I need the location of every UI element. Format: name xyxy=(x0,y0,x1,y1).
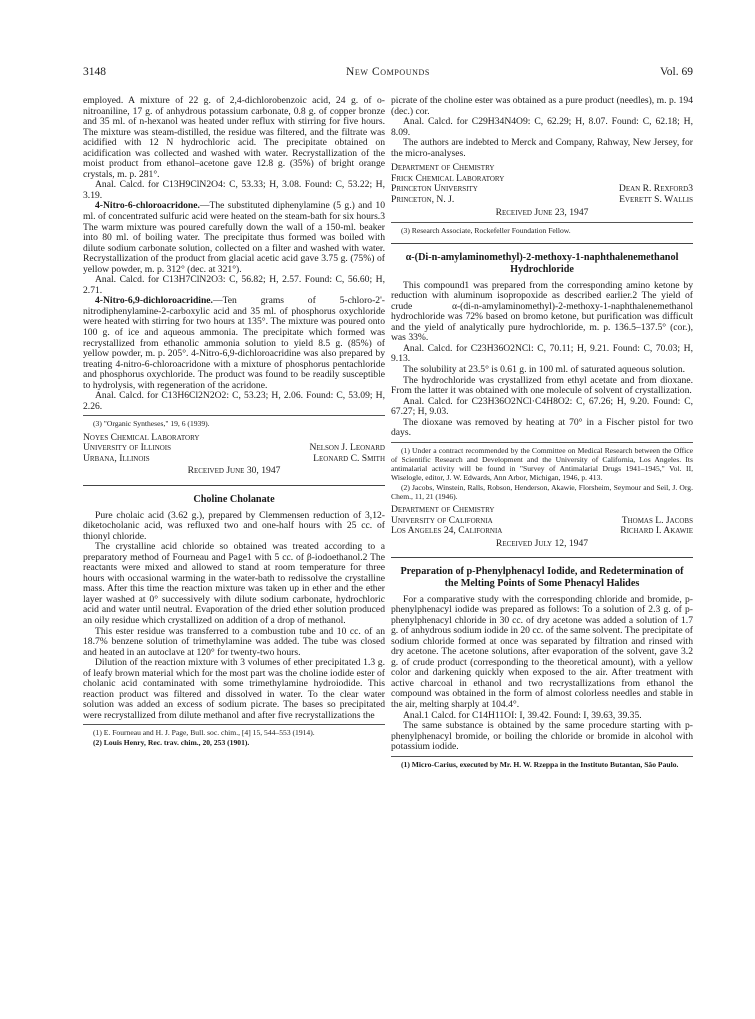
paragraph: The hydrochloride was crystallized from ethyl acetate and from dioxane. From the latter it was obtained with one molecule of solvent of crystallization. xyxy=(391,374,693,397)
paragraph xyxy=(83,296,385,391)
article-title: Preparation of p-Phenylphenacyl Iodide, and Redetermination of the Melting Points of Some Phenacyl Halides xyxy=(400,566,684,589)
footnote-text: (1) E. Fourneau and H. J. Page, Bull. soc. chim., [4] 15, 544–553 (1914). xyxy=(93,728,315,738)
paragraph: The crystalline acid chloride so obtained was treated according to a preparatory method of Fourneau and Page1 with 5 cc. of β-iodoethanol.2 The reactants were mixed and allowed to stand at room temperature for three hours with occasional warming in the water-bath to redissolve the crystalline mass. After this time the reaction mixture was taken up in ether and the ether layer washed at 0° successively with dilute sodium carbonate, hydrochloric acid and water until neutral. Evaporation of the dried ether solution produced an oily residue which crystallized on addition of a drop of methanol. xyxy=(83,541,385,626)
paragraph: This compound1 was prepared from the corresponding amino ketone by reduction with aluminum isopropoxide as described earlier.2 The yield of crude α-(di-n-amylaminomethyl)-2-methoxy-1-naphthalenemethanol hydrochloride was 72% based on bromo ketone, but purification was difficult and the yield of analytically pure hydrochloride, m. p. 136.5–137.5° (cor.), was 33%. xyxy=(391,279,693,344)
right-column xyxy=(391,96,693,769)
paragraph: For a comparative study with the corresponding chloride and bromide, p-phenylphenacyl iodide was prepared as follows: To a solution of 2.3 g. of p-phenylphenacyl chloride in 30 cc. of dry acetone was added a solution of 1.7 g. of anhydrous sodium iodide in 20 cc. of the same solvent. The precipitate of sodium chloride formed at once was separated by filtration and rinsed with dry acetone. The acetone solutions, after evaporation of the solvent, gave 3.2 g. of crude product (corresponding to the theoretical amount), with a yellow color and darkening quickly when exposed to the air. After treatment with active charcoal in ethanol and two recrystallizations from ethanol the compound was obtained in the form of almost colorless needles and stable in the air, melting sharply at 104.4°. xyxy=(391,593,693,710)
article-title: Choline Cholanate xyxy=(193,493,275,505)
footnote-text: (1) Under a contract recommended by the Committee on Medical Research between the Office of Scientific Research and Development and the University of California, Los Angeles. Its antimalarial activity will be found in "Survey of Antimalarial Drugs 1941–1945," Vol. II, Wiselogle, editor, J. W. Edwards, Ann Arbor, Michigan, 1946, p. 413. xyxy=(391,445,693,483)
paragraph: employed. A mixture of 22 g. of 2,4-dichlorobenzoic acid, 24 g. of o-nitroaniline, 17 g. of anhydrous potassium carbonate, 0.8 g. of copper bronze and 35 ml. of n-hexanol was heated under reflux with stirring for five hours. The mixture was steam-distilled, the residue was filtered, and the filtrate was acidified with 12 N hydrochloric acid. The precipitate obtained on acidification was collected and washed with water. Recrystallization of the moist product from ethanol–acetone gave 12.8 g. (35%) of bright orange crystals, m. p. 281°. xyxy=(83,95,385,180)
footnote-text: (1) Micro-Carius, executed by Mr. H. W. Rzeppa in the Instituto Butantan, São Paulo. xyxy=(401,759,679,769)
address-line: Department of Chemistry xyxy=(391,504,495,516)
footnote-text: (3) Research Associate, Rockefeller Foundation Fellow. xyxy=(401,226,571,236)
address-line: Princeton University xyxy=(391,183,478,195)
footnote-text: (2) Louis Henry, Rec. trav. chim., 20, 253 (1901). xyxy=(93,737,250,747)
analysis-line: Anal. Calcd. for C23H36O2NCl: C, 70.11; H, 9.21. Found: C, 70.03; H, 9.13. xyxy=(391,342,693,365)
footnote-divider xyxy=(391,756,693,757)
page-header xyxy=(83,66,693,80)
acknowledgement: The authors are indebted to Merck and Company, Rahway, New Jersey, for the micro-analyses. xyxy=(391,137,693,159)
author-name: Nelson J. Leonard xyxy=(309,442,385,454)
paragraph-text: —The substituted diphenylamine (5 g.) and 10 ml. of concentrated sulfuric acid were heated on the steam-bath for six hours.3 The warm mixture was poured carefully down the wall of a 150-ml. beaker into 80 ml. of boiling water. The precipitate thus formed was boiled with dilute sodium carbonate solution, collected on a filter and washed with water. Recrystallization of the product from glacial acetic acid gave 3.75 g. (75%) of yellow powder, m. p. 312° (dec. at 321°). xyxy=(83,200,385,275)
affiliation-block xyxy=(391,195,693,206)
analysis-line: Anal. Calcd. for C23H36O2NCl·C4H8O2: C, 67.26; H, 9.20. Found: C, 67.27; H, 9.03. xyxy=(391,395,693,418)
address-line: Frick Chemical Laboratory xyxy=(391,172,505,184)
paragraph: picrate of the choline ester was obtained as a pure product (needles), m. p. 194 (dec.) cor. xyxy=(391,95,693,117)
paragraph: This ester residue was transferred to a combustion tube and 10 cc. of an 18.7% benzene solution of trimethylamine was added. The tube was closed and heated in an autoclave at 120° for twenty-two hours. xyxy=(83,625,385,658)
paragraph: The dioxane was removed by heating at 70° in a Fischer pistol for two days. xyxy=(391,416,693,439)
footnote xyxy=(391,760,693,769)
address-line: Department of Chemistry xyxy=(391,162,495,174)
author-name: Leonard C. Smith xyxy=(313,452,385,464)
footnotes xyxy=(391,446,693,501)
paragraph: The same substance is obtained by the same procedure starting with p-phenylphenacyl bromide, or boiling the chloride or bromide in alcohol with potassium iodide. xyxy=(391,720,693,753)
compound-heading: 4-Nitro-6-chloroacridone. xyxy=(95,200,200,212)
footnote-text: (3) "Organic Syntheses," 19, 6 (1939). xyxy=(93,419,210,429)
analysis-line: Anal. Calcd. for C13H6Cl2N2O2: C, 53.23; H, 2.06. Found: C, 53.09; H, 2.26. xyxy=(83,390,385,412)
paragraph: The solubility at 23.5° is 0.61 g. in 100 ml. of saturated aqueous solution. xyxy=(403,363,686,375)
author-name: Everett S. Wallis xyxy=(619,194,693,206)
author-name: Richard I. Akawie xyxy=(620,525,693,537)
footnote-divider xyxy=(391,222,693,223)
address-line: Urbana, Illinois xyxy=(83,452,150,464)
section-divider xyxy=(83,485,385,486)
footnote-divider xyxy=(391,442,693,443)
volume-label: Vol. 69 xyxy=(659,66,693,78)
section-divider xyxy=(391,557,693,558)
affiliation-block xyxy=(83,454,385,465)
analysis-line: Anal. Calcd. for C13H7ClN2O3: C, 56.82; H, 2.57. Found: C, 56.60; H, 2.71. xyxy=(83,274,385,296)
footnotes xyxy=(83,728,385,746)
analysis-line: Anal.1 Calcd. for C14H11OI: I, 39.42. Found: I, 39.63, 39.35. xyxy=(403,709,642,721)
paragraph: Dilution of the reaction mixture with 3 volumes of ether precipitated 1.3 g. of leafy brown material which for the most part was the choline iodide ester of cholanic acid contaminated with some trimethylamine hydroiodide. This reaction product was filtered and dissolved in water. To the clear water solution was added an excess of sodium picrate. The bases so precipitated were recrystallized from dilute methanol and after five recrystallizations the xyxy=(83,657,385,721)
footnote-divider xyxy=(83,724,385,725)
page-number: 3148 xyxy=(83,66,106,78)
paragraph: Pure cholaic acid (3.62 g.), prepared by Clemmensen reduction of 3,12-diketocholanic acid, was refluxed two and one-half hours with 25 cc. of thionyl chloride. xyxy=(83,509,385,542)
address-line: University of California xyxy=(391,514,493,526)
compound-heading: 4-Nitro-6,9-dichloroacridine. xyxy=(95,295,213,307)
address-line: University of Illinois xyxy=(83,442,172,454)
analysis-line: Anal. Calcd. for C29H34N4O9: C, 62.29; H, 8.07. Found: C, 62.18; H, 8.09. xyxy=(391,116,693,138)
author-name: Thomas L. Jacobs xyxy=(621,514,693,526)
footnote-text: (2) Jacobs, Winstein, Ralls, Robson, Henderson, Akawie, Florsheim, Seymour and Seil, J. Org. Chem., 11, 21 (1946). xyxy=(391,482,693,501)
address-line: Los Angeles 24, California xyxy=(391,525,503,537)
paragraph xyxy=(83,201,385,275)
left-column xyxy=(83,96,385,747)
affiliation-block xyxy=(391,526,693,537)
received-date: Received July 12, 1947 xyxy=(495,537,589,549)
received-date: Received June 30, 1947 xyxy=(187,465,281,477)
footnote xyxy=(391,226,693,235)
article-title: α-(Di-n-amylaminomethyl)-2-methoxy-1-naphthalenemethanol Hydrochloride xyxy=(405,252,679,275)
address-line: Princeton, N. J. xyxy=(391,194,455,206)
analysis-line: Anal. Calcd. for C13H9ClN2O4: C, 53.33; H, 3.08. Found: C, 53.22; H, 3.19. xyxy=(83,179,385,201)
received-date: Received June 23, 1947 xyxy=(495,206,589,218)
footnote xyxy=(83,419,385,428)
paragraph-text: —Ten grams of 5-chloro-2'-nitrodiphenylamine-2-carboxylic acid and 35 ml. of phosphorus oxychloride were heated with stirring for two hours at 135°. The mixture was poured onto 100 g. of ice and aqueous ammonia. The precipitate which formed was recrystallized from ethanolic ammonia solution to yield 8.5 g. (85%) of yellow powder, m. p. 205°. 4-Nitro-6,9-dichloroacridine was also prepared by treating 4-nitro-6-chloroacridone with a mixture of phosphorus pentachloride and phosphorus oxychloride. The product was found to be readily susceptible to hydrolysis, with regeneration of the acridone. xyxy=(83,295,385,391)
address-line: Noyes Chemical Laboratory xyxy=(83,431,200,443)
author-name: Dean R. Rexford3 xyxy=(618,183,693,195)
section-divider xyxy=(391,243,693,244)
running-title: New Compounds xyxy=(346,66,430,78)
footnote-divider xyxy=(83,415,385,416)
